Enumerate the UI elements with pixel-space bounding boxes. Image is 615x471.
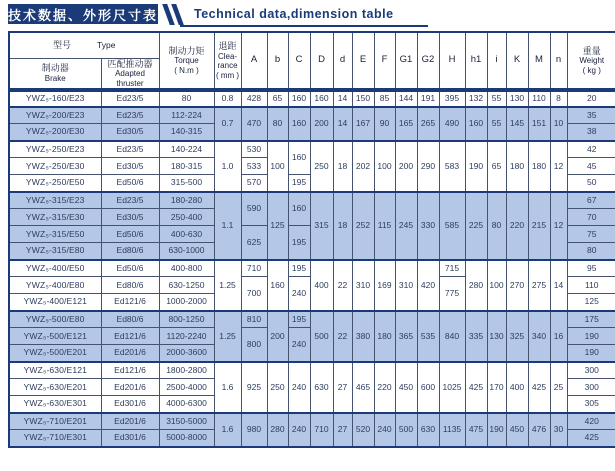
col-header-n: n <box>550 32 567 90</box>
table-row <box>9 413 615 430</box>
model-cell: YWZ₅-200/E30 <box>9 124 101 141</box>
model-cell: YWZ₅-200/E23 <box>9 107 101 124</box>
model-cell: YWZ₅-500/E121 <box>9 328 101 345</box>
table-row <box>9 311 615 328</box>
title-zh-box <box>8 4 158 24</box>
data-cell: 600 <box>417 362 439 413</box>
data-cell: 220 <box>506 192 528 260</box>
data-cell: 8 <box>550 90 567 107</box>
data-cell: 18 <box>333 192 352 260</box>
data-cell: 225 <box>465 192 487 260</box>
data-cell: 300 <box>567 362 615 379</box>
data-cell: 400-800 <box>159 260 214 277</box>
data-cell: 630-1250 <box>159 277 214 294</box>
data-cell: 195 <box>288 226 310 260</box>
data-cell: 395 <box>439 90 465 107</box>
data-cell: Ed121/6 <box>101 328 159 345</box>
data-cell: 202 <box>352 141 374 192</box>
data-cell: 925 <box>241 362 267 413</box>
col-header-D: D <box>310 32 333 90</box>
data-cell: 490 <box>439 107 465 141</box>
data-cell: 140-224 <box>159 141 214 158</box>
model-cell: YWZ₅-250/E30 <box>9 158 101 175</box>
table-body <box>9 90 615 447</box>
data-cell: Ed50/6 <box>101 175 159 192</box>
data-cell: 100 <box>374 141 395 192</box>
data-cell: 200 <box>310 107 333 141</box>
data-cell: 191 <box>417 90 439 107</box>
data-cell: 14 <box>333 107 352 141</box>
data-cell: 180 <box>374 311 395 362</box>
data-cell: 180 <box>528 141 550 192</box>
data-cell: 1000-2000 <box>159 294 214 311</box>
data-cell: 160 <box>465 107 487 141</box>
data-cell: 75 <box>567 226 615 243</box>
data-cell: 1.6 <box>214 362 241 413</box>
data-cell: 630 <box>310 362 333 413</box>
data-cell: 200 <box>395 141 417 192</box>
data-cell: 800 <box>241 328 267 362</box>
table-row <box>9 260 615 277</box>
data-cell: Ed80/6 <box>101 311 159 328</box>
col-header-E: E <box>352 32 374 90</box>
table-header <box>9 32 615 90</box>
col-header-weight: 重量 Weight ( kg ) <box>567 32 615 90</box>
data-cell: 775 <box>439 277 465 311</box>
title-bar <box>8 4 609 28</box>
data-cell: 450 <box>395 362 417 413</box>
data-cell: 20 <box>567 90 615 107</box>
data-cell: 315 <box>310 192 333 260</box>
data-cell: 100 <box>487 260 506 311</box>
data-cell: 38 <box>567 124 615 141</box>
data-cell: Ed23/5 <box>101 90 159 107</box>
col-header-d: d <box>333 32 352 90</box>
data-cell: 70 <box>567 209 615 226</box>
data-cell: 125 <box>567 294 615 311</box>
data-cell: 365 <box>395 311 417 362</box>
data-cell: 2000-3600 <box>159 345 214 362</box>
model-cell: YWZ₅-160/E23 <box>9 90 101 107</box>
model-cell: YWZ₅-500/E201 <box>9 345 101 362</box>
data-cell: 700 <box>241 277 267 311</box>
data-cell: 215 <box>528 192 550 260</box>
data-cell: 428 <box>241 90 267 107</box>
data-cell: 160 <box>310 90 333 107</box>
data-cell: 310 <box>352 260 374 311</box>
data-cell: 65 <box>487 141 506 192</box>
data-cell: 310 <box>395 260 417 311</box>
data-cell: 450 <box>506 413 528 447</box>
data-cell: 167 <box>352 107 374 141</box>
data-cell: 475 <box>465 413 487 447</box>
data-cell: 250-400 <box>159 209 214 226</box>
data-cell: 280 <box>267 413 288 447</box>
data-cell: 240 <box>288 277 310 311</box>
data-cell: 190 <box>567 345 615 362</box>
data-cell: 50 <box>567 175 615 192</box>
data-cell: 840 <box>439 311 465 362</box>
data-cell: Ed50/6 <box>101 226 159 243</box>
data-cell: Ed201/6 <box>101 379 159 396</box>
data-cell: 160 <box>288 107 310 141</box>
data-cell: 583 <box>439 141 465 192</box>
col-header-G1: G1 <box>395 32 417 90</box>
data-cell: 190 <box>465 141 487 192</box>
data-cell: 25 <box>550 362 567 413</box>
data-cell: 145 <box>506 107 528 141</box>
model-cell: YWZ₅-315/E80 <box>9 243 101 260</box>
data-cell: 1.25 <box>214 311 241 362</box>
data-cell: 710 <box>241 260 267 277</box>
data-cell: 252 <box>352 192 374 260</box>
table-row <box>9 141 615 158</box>
data-cell: 195 <box>288 311 310 328</box>
data-cell: Ed201/6 <box>101 413 159 430</box>
data-cell: Ed30/5 <box>101 158 159 175</box>
col-header-clearance: 退距 Clea- rance ( mm ) <box>214 32 241 90</box>
data-cell: 585 <box>439 192 465 260</box>
data-cell: 90 <box>374 107 395 141</box>
data-cell: 300 <box>567 379 615 396</box>
data-cell: 240 <box>288 328 310 362</box>
model-cell: YWZ₅-400/E50 <box>9 260 101 277</box>
col-header-h1: h1 <box>465 32 487 90</box>
data-cell: 65 <box>267 90 288 107</box>
data-cell: 12 <box>550 192 567 260</box>
model-cell: YWZ₅-315/E50 <box>9 226 101 243</box>
data-cell: 22 <box>333 311 352 362</box>
data-cell: 10 <box>550 107 567 141</box>
data-cell: 160 <box>288 141 310 175</box>
data-cell: 110 <box>567 277 615 294</box>
data-cell: 150 <box>352 90 374 107</box>
data-cell: Ed121/6 <box>101 294 159 311</box>
data-cell: 95 <box>567 260 615 277</box>
data-cell: 1120-2240 <box>159 328 214 345</box>
data-cell: 420 <box>567 413 615 430</box>
data-cell: 195 <box>288 175 310 192</box>
data-cell: 169 <box>374 260 395 311</box>
data-cell: 190 <box>567 328 615 345</box>
data-cell: 1025 <box>439 362 465 413</box>
data-cell: 250 <box>267 362 288 413</box>
data-cell: Ed23/5 <box>101 192 159 209</box>
data-cell: Ed23/5 <box>101 107 159 124</box>
data-cell: 420 <box>417 260 439 311</box>
data-cell: 16 <box>550 311 567 362</box>
model-cell: YWZ₅-630/E121 <box>9 362 101 379</box>
data-cell: 1.25 <box>214 260 241 311</box>
data-cell: 4000-6300 <box>159 396 214 413</box>
data-cell: 160 <box>288 192 310 226</box>
model-cell: YWZ₅-315/E30 <box>9 209 101 226</box>
data-cell: 340 <box>528 311 550 362</box>
data-cell: 3150-5000 <box>159 413 214 430</box>
data-cell: 151 <box>528 107 550 141</box>
spec-table <box>8 31 615 448</box>
data-cell: 500 <box>395 413 417 447</box>
data-cell: 160 <box>267 260 288 311</box>
data-cell: 100 <box>267 141 288 192</box>
data-cell: 470 <box>241 107 267 141</box>
data-cell: 170 <box>487 362 506 413</box>
data-cell: 180-315 <box>159 158 214 175</box>
data-cell: 535 <box>417 311 439 362</box>
data-cell: 80 <box>159 90 214 107</box>
data-cell: 265 <box>417 107 439 141</box>
model-cell: YWZ₅-250/E23 <box>9 141 101 158</box>
data-cell: 280 <box>465 260 487 311</box>
data-cell: 533 <box>241 158 267 175</box>
model-cell: YWZ₅-250/E50 <box>9 175 101 192</box>
data-cell: 42 <box>567 141 615 158</box>
data-cell: 380 <box>352 311 374 362</box>
data-cell: 125 <box>267 192 288 260</box>
data-cell: 630-1000 <box>159 243 214 260</box>
data-cell: 800-1250 <box>159 311 214 328</box>
data-cell: 180-280 <box>159 192 214 209</box>
data-cell: 425 <box>465 362 487 413</box>
data-cell: 0.8 <box>214 90 241 107</box>
data-cell: 140-315 <box>159 124 214 141</box>
data-cell: 112-224 <box>159 107 214 124</box>
data-cell: 1.0 <box>214 141 241 192</box>
data-cell: 30 <box>550 413 567 447</box>
data-cell: 710 <box>310 413 333 447</box>
model-cell: YWZ₅-400/E121 <box>9 294 101 311</box>
data-cell: 240 <box>288 362 310 413</box>
data-cell: 1800-2800 <box>159 362 214 379</box>
data-cell: 130 <box>487 311 506 362</box>
data-cell: 80 <box>567 243 615 260</box>
data-cell: 425 <box>528 362 550 413</box>
model-cell: YWZ₅-400/E80 <box>9 277 101 294</box>
data-cell: 290 <box>417 141 439 192</box>
title-en-wrap <box>194 5 394 23</box>
data-cell: Ed80/6 <box>101 243 159 260</box>
data-cell: 425 <box>567 430 615 447</box>
data-cell: 245 <box>395 192 417 260</box>
data-cell: 530 <box>241 141 267 158</box>
data-cell: 27 <box>333 362 352 413</box>
data-cell: 810 <box>241 311 267 328</box>
data-cell: 55 <box>487 107 506 141</box>
data-cell: 570 <box>241 175 267 192</box>
data-cell: Ed30/5 <box>101 209 159 226</box>
col-header-M: M <box>528 32 550 90</box>
data-cell: 590 <box>241 192 267 226</box>
col-header-torque: 制动力矩 Torque ( N.m ) <box>159 32 214 90</box>
table-row <box>9 107 615 124</box>
data-cell: Ed121/6 <box>101 362 159 379</box>
data-cell: 630 <box>417 413 439 447</box>
data-cell: 275 <box>528 260 550 311</box>
data-cell: 1.6 <box>214 413 241 447</box>
col-header-H: H <box>439 32 465 90</box>
data-cell: Ed50/6 <box>101 260 159 277</box>
data-cell: 325 <box>506 311 528 362</box>
col-header-F: F <box>374 32 395 90</box>
model-cell: YWZ₅-630/E301 <box>9 396 101 413</box>
data-cell: 240 <box>288 413 310 447</box>
data-cell: 180 <box>506 141 528 192</box>
data-cell: 305 <box>567 396 615 413</box>
data-cell: 14 <box>333 90 352 107</box>
col-header-thruster: 匹配推动器 Adapted thruster <box>101 58 159 90</box>
col-header-type: 型号 Type <box>9 32 159 58</box>
table-row <box>9 362 615 379</box>
col-header-G2: G2 <box>417 32 439 90</box>
data-cell: 85 <box>374 90 395 107</box>
data-cell: 2500-4000 <box>159 379 214 396</box>
data-cell: 500 <box>310 311 333 362</box>
data-cell: 22 <box>333 260 352 311</box>
page-title-zh: 技术数据、外形尺寸表 <box>8 7 159 23</box>
col-header-brake: 制动器 Brake <box>9 58 101 90</box>
data-cell: 67 <box>567 192 615 209</box>
data-cell: 240 <box>374 413 395 447</box>
col-header-i: i <box>487 32 506 90</box>
data-cell: 18 <box>333 141 352 192</box>
data-cell: 5000-8000 <box>159 430 214 447</box>
data-cell: 80 <box>487 192 506 260</box>
data-cell: 400 <box>506 362 528 413</box>
model-cell: YWZ₅-315/E23 <box>9 192 101 209</box>
data-cell: 55 <box>487 90 506 107</box>
col-header-A: A <box>241 32 267 90</box>
data-cell: 115 <box>374 192 395 260</box>
data-cell: 520 <box>352 413 374 447</box>
data-cell: 250 <box>310 141 333 192</box>
table-row <box>9 192 615 209</box>
data-cell: 190 <box>487 413 506 447</box>
data-cell: 175 <box>567 311 615 328</box>
data-cell: 160 <box>288 90 310 107</box>
data-cell: 476 <box>528 413 550 447</box>
model-cell: YWZ₅-710/E201 <box>9 413 101 430</box>
data-cell: Ed30/5 <box>101 124 159 141</box>
model-cell: YWZ₅-710/E301 <box>9 430 101 447</box>
data-cell: 220 <box>374 362 395 413</box>
data-cell: 335 <box>465 311 487 362</box>
data-cell: 165 <box>395 107 417 141</box>
data-cell: 80 <box>267 107 288 141</box>
data-cell: 132 <box>465 90 487 107</box>
model-cell: YWZ₅-500/E80 <box>9 311 101 328</box>
table-row <box>9 90 615 107</box>
data-cell: 12 <box>550 141 567 192</box>
data-cell: 715 <box>439 260 465 277</box>
title-underline <box>180 25 428 27</box>
page-title-en: Technical data,dimension table <box>194 7 394 21</box>
data-cell: 270 <box>506 260 528 311</box>
data-cell: 14 <box>550 260 567 311</box>
data-cell: 195 <box>288 260 310 277</box>
data-cell: 130 <box>506 90 528 107</box>
data-cell: 400 <box>310 260 333 311</box>
data-cell: Ed201/6 <box>101 345 159 362</box>
data-cell: 110 <box>528 90 550 107</box>
title-divider-slashes-icon <box>164 4 190 25</box>
data-cell: Ed301/6 <box>101 430 159 447</box>
data-cell: 625 <box>241 226 267 260</box>
data-cell: 400-630 <box>159 226 214 243</box>
data-cell: Ed301/6 <box>101 396 159 413</box>
model-cell: YWZ₅-630/E201 <box>9 379 101 396</box>
data-cell: 144 <box>395 90 417 107</box>
data-cell: 315-500 <box>159 175 214 192</box>
data-cell: 35 <box>567 107 615 124</box>
data-cell: 980 <box>241 413 267 447</box>
col-header-b: b <box>267 32 288 90</box>
col-header-K: K <box>506 32 528 90</box>
data-cell: 27 <box>333 413 352 447</box>
data-cell: Ed23/5 <box>101 141 159 158</box>
data-cell: 200 <box>267 311 288 362</box>
data-cell: 45 <box>567 158 615 175</box>
col-header-C: C <box>288 32 310 90</box>
data-cell: 330 <box>417 192 439 260</box>
data-cell: 0.7 <box>214 107 241 141</box>
data-cell: 465 <box>352 362 374 413</box>
data-cell: Ed80/6 <box>101 277 159 294</box>
data-cell: 1.1 <box>214 192 241 260</box>
data-cell: 1135 <box>439 413 465 447</box>
